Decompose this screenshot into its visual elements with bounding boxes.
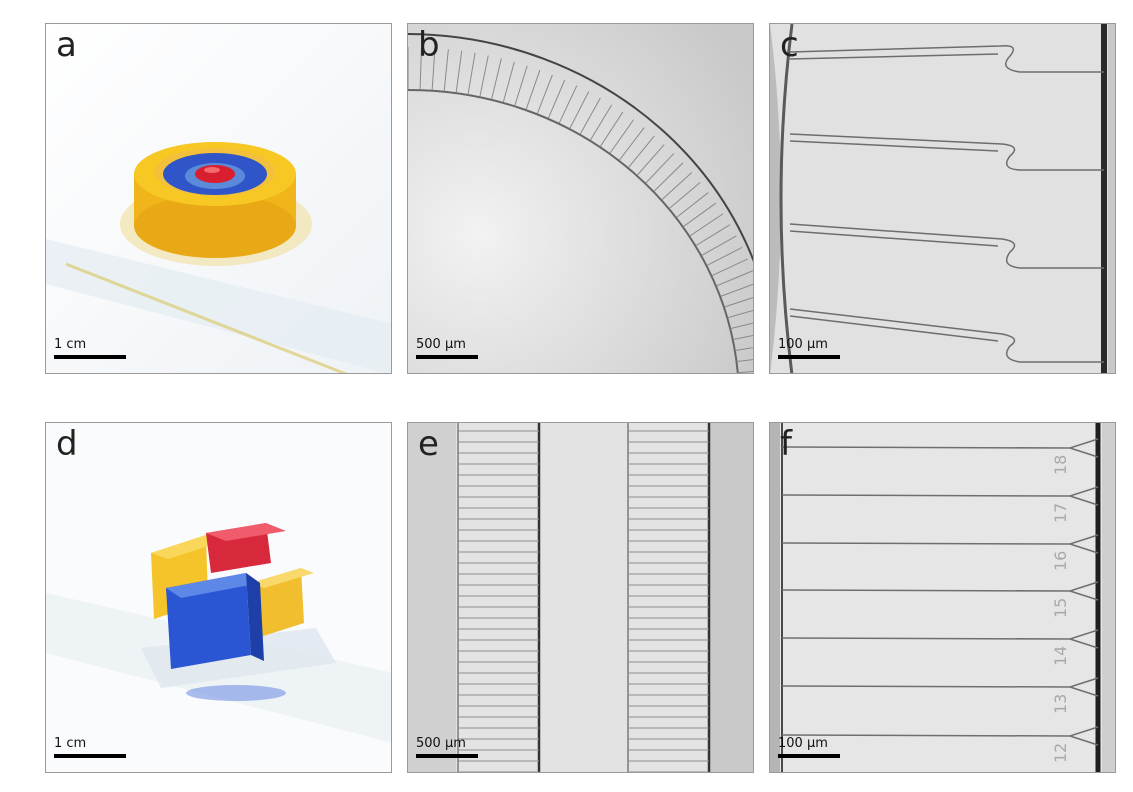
panel-letter: a [56,25,77,65]
channel-closeup-micrograph [770,24,1116,374]
channel-number: 12 [1051,742,1070,763]
scale-bar [54,337,126,359]
curved-channel-micrograph [408,24,754,374]
scale-bar [778,736,840,758]
channel-number: 17 [1051,502,1070,523]
panel-d [45,422,392,773]
panel-letter: f [780,424,792,464]
panel-letter: c [780,25,799,65]
scale-bar [416,337,478,359]
scale-label: 100 µm [778,736,828,751]
panel-c [769,23,1116,374]
channel-number: 15 [1051,597,1070,618]
panel-e [407,422,754,773]
scale-bar [778,337,840,359]
panel-f [769,422,1116,773]
panel-a [45,23,392,374]
channel-number: 18 [1051,454,1070,475]
cross-device-photo [46,423,392,773]
channel-number: 16 [1051,550,1070,571]
scale-bar [416,736,478,758]
panel-letter: d [56,424,78,464]
channel-number: 14 [1051,645,1070,666]
scale-label: 500 µm [416,337,466,352]
scale-bar [54,736,126,758]
numbered-channel-micrograph [770,423,1116,773]
scale-label: 1 cm [54,337,87,352]
circular-device-photo [46,24,392,374]
channel-number: 13 [1051,693,1070,714]
panel-b [407,23,754,374]
scale-label: 500 µm [416,736,466,751]
panel-letter: b [418,25,440,65]
scale-label: 1 cm [54,736,87,751]
panel-letter: e [418,424,439,464]
scale-label: 100 µm [778,337,828,352]
straight-channel-micrograph [408,423,754,773]
